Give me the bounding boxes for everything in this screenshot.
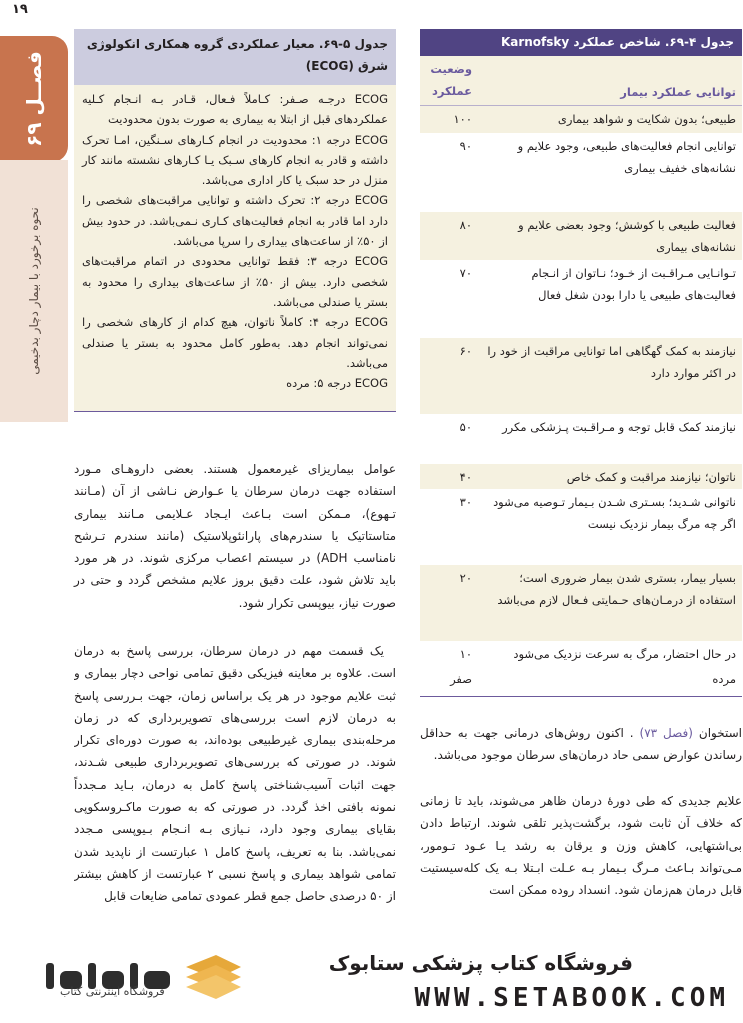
body-paragraph	[420, 722, 742, 767]
table-row	[420, 338, 742, 414]
ecog-entry: ECOG درجه ۳: فقط توانایی محدودی در اتمام مراقبت‌های شخصی دارد. بیش از ۵۰٪ از ساعت‌های بیداری را محدود به بستر یا صندلی می‌باشد.	[82, 254, 389, 309]
row-value: ۵۰	[459, 420, 472, 434]
body-paragraph: علایم جدیدی که طی دورهٔ درمان ظاهر می‌شوند، باید تا زمانی که خلاف آن ثابت شود، برگشت‌پذیر تلقی شوند. ارتباط دادن بی‌اشتهایی، کاهش وزن و یرقان به رشد یـا عـود تـومور، مـی‌تواند بـاعث مـرگ بـیمار بـه عـلت ابـتلا بـه یک کله‌سیستیت قابل درمان هم‌زمان شود. انسداد روده ممکن است	[420, 794, 742, 898]
row-description: فعالیت طبیعی با کوشش؛ وجود بعضی علایم و نشانه‌های بیماری	[518, 218, 736, 254]
table-row	[420, 666, 742, 696]
table-bottom-rule	[420, 696, 742, 697]
row-description: تـوانـایی مـراقـبت از خـود؛ نـاتوان از انـجام فعالیت‌های طبیعی یا دارا بودن شغل فعال	[531, 266, 736, 302]
row-value: ۱۰۰	[453, 112, 472, 126]
page-number: ۱۹	[12, 2, 28, 17]
row-value: ۹۰	[459, 139, 472, 153]
body-text: . اکنون روش‌های درمانی جهت به حداقل رساندن عوارض سمی حاد درمان‌های سرطان موجود می‌باشد.	[420, 726, 742, 763]
row-description: نیازمند کمک قابل توجه و مـراقـبت پـزشکی مکرر	[502, 420, 736, 434]
store-name: فروشگاه کتاب پزشکی ستابوک	[328, 951, 633, 975]
chapter-link[interactable]: (فصل ۷۳)	[639, 726, 693, 740]
ecog-table-title: جدول ۵-۶۹. معیار عملکردی گروه همکاری انکولوژی شرق (ECOG)	[74, 29, 396, 85]
ecog-entry: ECOG درجـه صـفر: کـاملاً فـعال، قـادر بـه انـجام کـلیه عملکردهای قبل از ابتلا به بیماری به صورت بدون محدودیت	[82, 92, 388, 127]
ecog-table	[74, 29, 396, 412]
setabook-logo	[36, 953, 246, 1015]
logo-caption: فروشگاه اینترنتی کتاب	[60, 985, 165, 998]
table-row	[420, 260, 742, 338]
ecog-table-body	[74, 85, 396, 412]
side-strip	[0, 160, 68, 422]
row-value: ۲۰	[459, 571, 472, 585]
row-description: در حال احتضار، مرگ به سرعت نزدیک می‌شود	[513, 647, 736, 661]
setabook-logo-icon	[36, 953, 246, 1015]
table-row	[420, 133, 742, 212]
row-value: ۴۰	[459, 470, 472, 484]
body-paragraph: عوامل بیماریزای غیرمعمول هستند. بعضی داروهـای مـورد استفاده جهت درمان سرطان یا عـوارض نـاشی از آن (مـانند تـهوع)، مـمکن است بـاعث ایـجاد عـلایمی مـانند بیماری متاستاتیک یا سندرم‌های پارانئوپلاستیک (مانند سندرم تـرشح نامناسب ADH) در سیستم اعصاب مرکزی شوند. در هر مورد باید تلاش شود، علت دقیق بروز علایم مشخص گردد و حتی در صورت نیاز، بیوپسی تکرار شود.	[74, 462, 397, 610]
row-description: ناتوان؛ نیازمند مراقبت و کمک خاص	[566, 470, 736, 484]
row-value: ۸۰	[459, 218, 472, 232]
store-url[interactable]: WWW.SETABOOK.COM	[414, 983, 729, 1013]
ecog-entry: ECOG درجه ۵: مرده	[286, 376, 388, 391]
column-header-status: وضعیت عملکرد	[430, 62, 472, 98]
body-paragraph: یک قسمت مهم در درمان سرطان، بررسی پاسخ به درمان است. علاوه بر معاینه فیزیکی دقیق تمامی نواحی دچار بیماری و ثبت علایم موجود در هر یک براساس زمان، جهت بـررسی پاسخ به درمان لازم است بررسی‌های تصویربرداری که در زمان مرحله‌بندی بیماری غیرطبیعی بوده‌اند، به صورت دوره‌ای تکرار شوند. در صورتی که بررسی‌های تصویربرداری طبیعی شـدند، جهت اثبات آسیب‌شناختی پاسخ کامل به درمان، بـاید مـجدداً نمونه بافتی اخذ گردد. در صورتی که به صورت ماکـروسکوپی بقایای بیماری وجود دارد، نـیازی بـه انـجام بـیوپسی مـجدد نمی‌باشد. بنا به تعریف، پاسخ کامل ۱ عبارتست از ناپدید شدن تمامی شواهد بیماری و پاسخ نسبی ۲ عبارتست از کاهش بیشتر از ۵۰ درصدی حاصل جمع قطر عمودی تمامی ضایعات قابل	[74, 644, 396, 904]
table-row	[420, 565, 742, 641]
table-row	[420, 212, 742, 260]
row-value: ۱۰	[459, 647, 472, 661]
row-description: ناتوانی شـدید؛ بسـتری شـدن بـیمار تـوصیه می‌شود اگر چه مرگ بیمار نزدیک نیست	[493, 495, 736, 531]
ecog-entry: ECOG درجه ۱: محدودیت در انجام کـارهای سـنگین، امـا تحرک داشته و قادر به انجام کارهای سـبک یـا کـارهای نشسته مانند کار منزل در حد سبک یا کار اداری می‌باشد.	[82, 132, 388, 188]
karnofsky-table-title: جدول ۴-۶۹. شاخص عملکرد Karnofsky	[420, 29, 742, 56]
row-description: مرده	[712, 672, 736, 686]
row-value: صفر	[450, 672, 472, 686]
footer-banner	[0, 941, 743, 1023]
chapter-tab-label: فصــل ۶۹	[22, 51, 46, 147]
table-row	[420, 489, 742, 565]
row-value: ۷۰	[459, 266, 472, 280]
row-description: بسیار بیمار، بستری شدن بیمار ضروری است؛ استفاده از درمـان‌های حـمایتی فـعال لازم می‌باشد	[497, 571, 736, 607]
column-header-ability: توانایی عملکرد بیمار	[620, 85, 736, 99]
karnofsky-column-headers	[420, 56, 742, 106]
row-value: ۳۰	[459, 495, 472, 509]
table-row	[420, 464, 742, 489]
side-strip-label: نحوه برخورد با بیمار دچار بدخیمی	[27, 207, 41, 375]
ecog-entry: ECOG درجه ۴: کاملاً ناتوان، هیچ کدام از کارهای شخصی را نمی‌تواند انجام دهد. به‌طور کامل محدود به بستر یا صندلی می‌باشد.	[82, 315, 388, 370]
ecog-entry: ECOG درجه ۲: تحرک داشته و توانایی مراقبت‌های شخصی را دارد اما قادر به انجام فعالیت‌های کـاری نـمی‌باشد. در حدود بیش از ۵۰٪ از ساعت‌های بیداری را سرپا می‌باشد.	[82, 193, 388, 249]
table-row	[420, 641, 742, 666]
row-description: توانایی انجام فعالیت‌های طبیعی، وجود علایم و نشانه‌های خفیف بیماری	[517, 139, 736, 175]
row-description: طبیعی؛ بدون شکایت و شواهد بیماری	[557, 112, 736, 126]
row-description: نیازمند به کمک گهگاهی اما توانایی مراقبت از خود را در اکثر موارد دارد	[487, 344, 736, 380]
row-value: ۶۰	[459, 344, 472, 358]
chapter-tab	[0, 36, 68, 162]
karnofsky-table	[420, 29, 742, 699]
body-text-lead: استخوان	[698, 726, 742, 740]
table-row	[420, 414, 742, 464]
table-row	[420, 106, 742, 133]
